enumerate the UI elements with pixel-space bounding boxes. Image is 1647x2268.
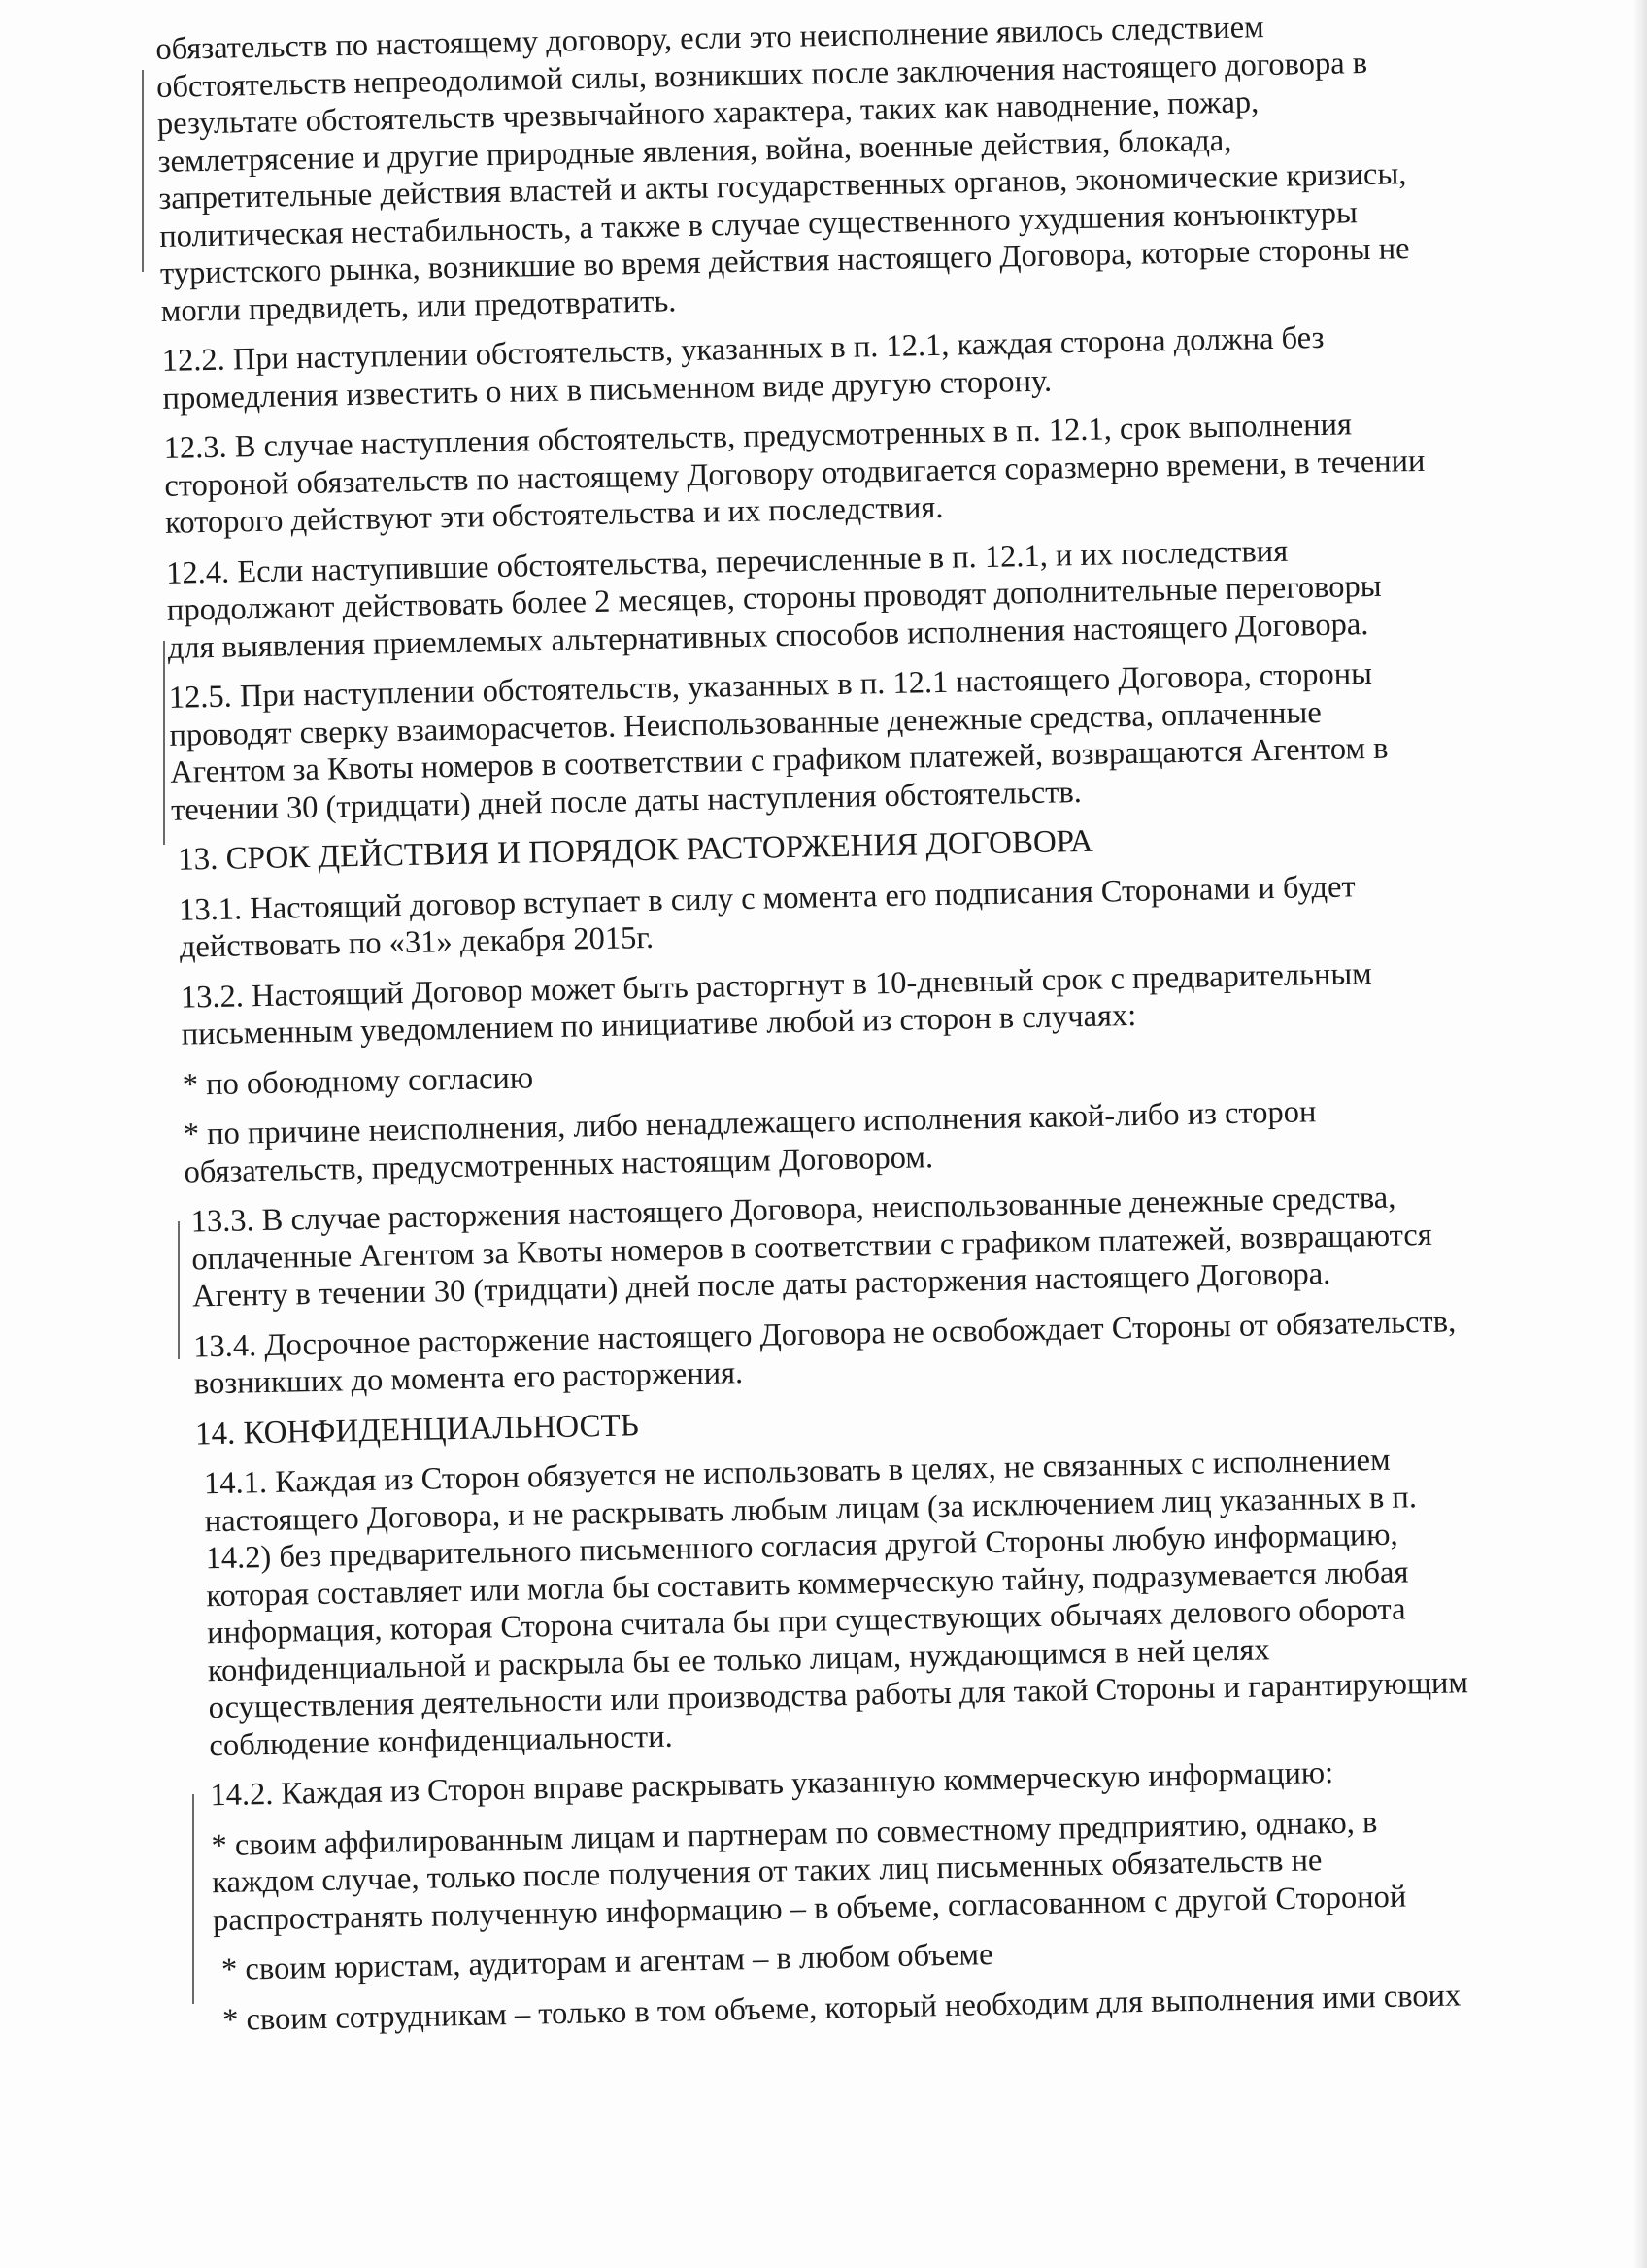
paragraph-12-5: 12.5. При наступлении обстоятельств, указанных в п. 12.1 настоящего Договора, стороны проводят сверку взаиморасчетов. Неиспользованные денежные средства, оплаченные Агентом за Квоты номеров в соответствии с графиком платежей, возвращаются Агентом в течении 30 (тридцати) дней после даты наступления обстоятельств. xyxy=(168,655,1389,828)
paragraph-13-4: 13.4. Досрочное расторжение настоящего Договора не освобождает Стороны от обязательств, возникших до момента его расторжения. xyxy=(192,1303,1457,1402)
page-edge-shadow xyxy=(1633,0,1647,2268)
section-13-heading: 13. СРОК ДЕЙСТВИЯ И ПОРЯДОК РАСТОРЖЕНИЯ ДОГОВОРА xyxy=(177,823,1094,878)
paragraph-12-3: 12.3. В случае наступления обстоятельств, предусмотренных в п. 12.1, срок выполнения стороной обязательств по настоящему Договору отодвигается соразмерно времени, в течении которого действуют эти обстоятельства и их последствия. xyxy=(163,407,1426,541)
margin-mark-middle xyxy=(163,641,165,845)
paragraph-12-2: 12.2. При наступлении обстоятельств, указанных в п. 12.1, каждая сторона должна без промедления известить о них в письменном виде другую сторону. xyxy=(161,319,1325,417)
bullet-13-non-performance: * по причине неисполнения, либо ненадлежащего исполнения какой-либо из сторон обязательств, предусмотренных настоящим Договором. xyxy=(183,1094,1317,1190)
paragraph-13-1: 13.1. Настоящий договор вступает в силу с момента его подписания Сторонами и будет действовать по «31» декабря 2015г. xyxy=(178,868,1356,965)
paragraph-14-2: 14.2. Каждая из Сторон вправе раскрывать указанную коммерческую информацию: xyxy=(210,1755,1334,1814)
paragraph-13-3: 13.3. В случае расторжения настоящего Договора, неиспользованные денежные средства, оплаченные Агентом за Квоты номеров в соответствии с графиком платежей, возвращаются Агенту в течении 30 (тридцати) дней после даты расторжения настоящего Договора. xyxy=(190,1180,1433,1315)
bullet-14-affiliates: * своим аффилированным лицам и партнерам по совместному предприятию, однако, в каждом случае, только после получения от таких лиц письменных обязательств не распространять полученную информацию – в объеме, согласованном с другой Стороной xyxy=(211,1804,1407,1938)
section-14-heading: 14. КОНФИДЕНЦИАЛЬНОСТЬ xyxy=(194,1407,640,1451)
bullet-13-mutual-consent: * по обоюдному согласию xyxy=(182,1059,534,1103)
contract-text xyxy=(155,4,1556,2052)
bullet-14-lawyers: * своим юристам, аудиторам и агентам – в любом объеме xyxy=(220,1937,993,1988)
paragraph-13-2: 13.2. Настоящий Договор может быть расторгнут в 10-дневный срок с предварительным письменным уведомлением по инициативе любой из сторон в случаях: xyxy=(180,955,1373,1052)
paragraph-12-1-continuation: обязательств по настоящему договору, если это неисполнение явилось следствием обстоятельств непреодолимой силы, возникших после заключения настоящего договора в результате обстоятельств чрезвычайного характера, таких как наводнение, пожар, землетрясение и другие природные явления, война, военные действия, блокада, запретительные действия властей и акты государственных органов, экономические кризисы, политическая нестабильность, а также в случае существенного ухудшения конъюнктуры туристского рынка, возникшие во время действия настоящего Договора, которые стороны не могли предвидеть, или предотвратить. xyxy=(155,10,1410,329)
margin-mark-top xyxy=(142,70,144,272)
paragraph-14-1: 14.1. Каждая из Сторон обязуется не использовать в целях, не связанных с исполнением настоящего Договора, и не раскрывать любым лицам (за исключением лиц указанных в п. 14.2) без предварительного письменного согласия другой Стороны любую информацию, которая составляет или могла бы составить коммерческую тайну, подразумевается любая информация, которая Сторона считала бы при существующих обычаях делового оборота конфиденциальной и раскрыла бы ее только лицам, нуждающимся в ней целях осуществления деятельности или производства работы для такой Стороны и гарантирующим соблюдение конфиденциальности. xyxy=(203,1442,1469,1763)
bullet-14-employees: * своим сотрудникам – только в том объеме, который необходим для выполнения ими своих xyxy=(221,1977,1462,2038)
paragraph-12-4: 12.4. Если наступившие обстоятельства, перечисленные в п. 12.1, и их последствия продолжают действовать более 2 месяцев, стороны проводят дополнительные переговоры для выявления приемлемых альтернативных способов исполнения настоящего Договора. xyxy=(165,533,1382,666)
